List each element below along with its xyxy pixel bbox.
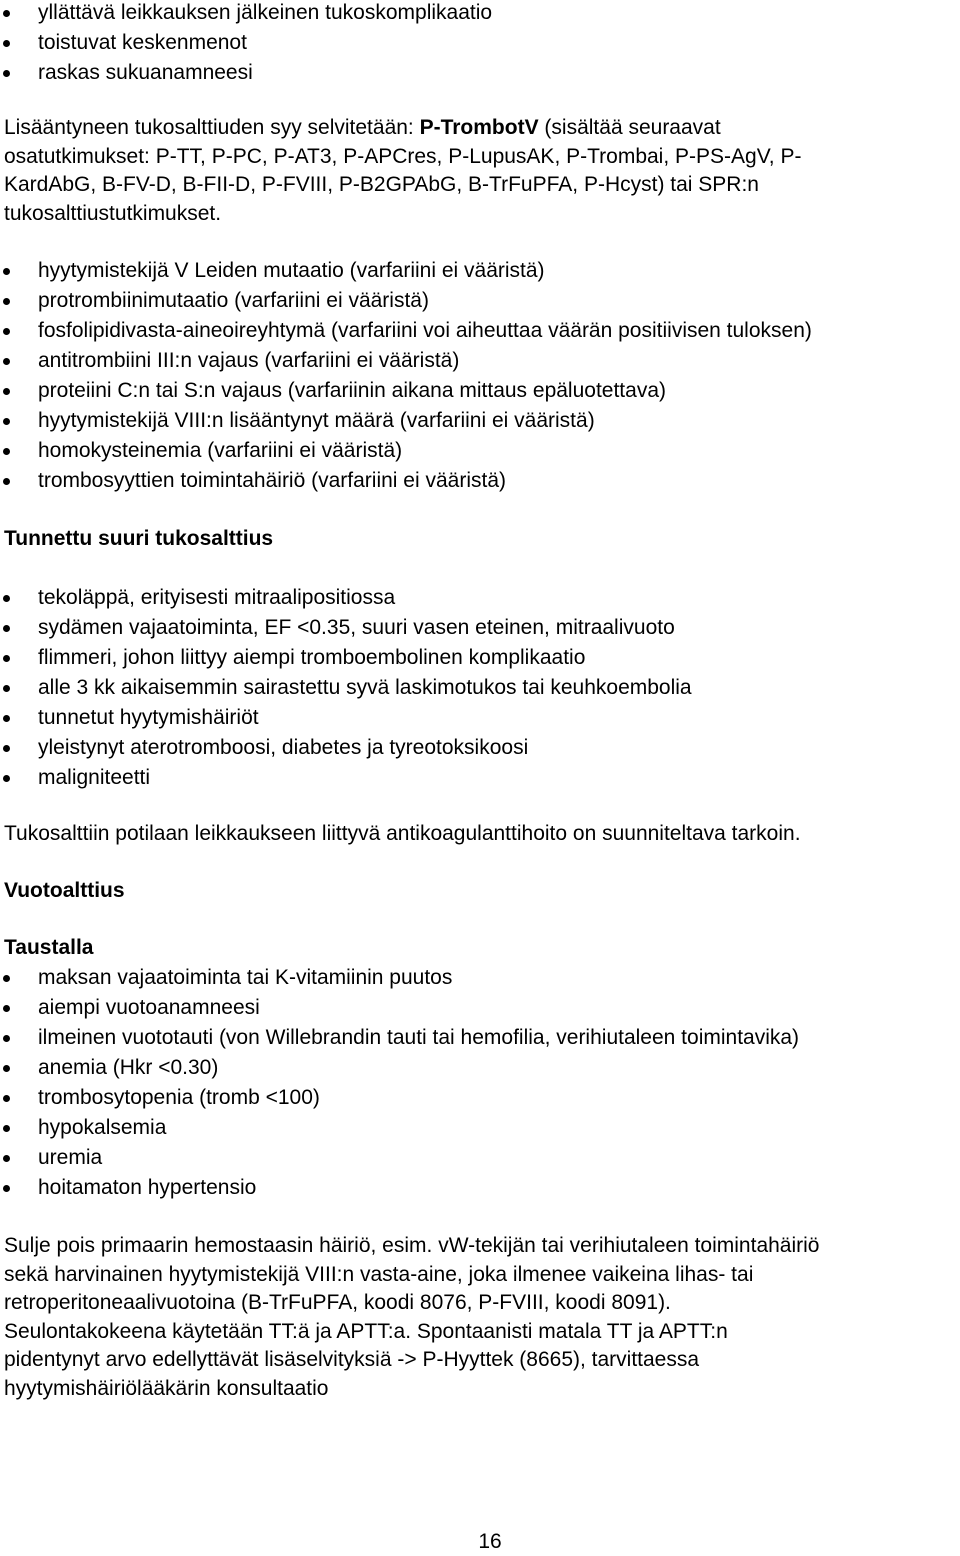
list-item: tekoläppä, erityisesti mitraalipositiossa	[0, 583, 960, 613]
list-item: maligniteetti	[0, 763, 960, 793]
list-item: proteiini C:n tai S:n vajaus (varfariinin aikana mittaus epäluotettava)	[0, 376, 960, 406]
list-item: toistuvat keskenmenot	[0, 28, 960, 58]
list-item: alle 3 kk aikaisemmin sairastettu syvä laskimotukos tai keuhkoembolia	[0, 673, 960, 703]
paragraph-screening	[4, 1232, 960, 1403]
paragraph-line: KardAbG, B-FV-D, B-FII-D, P-FVIII, P-B2GPAbG, B-TrFuPFA, P-Hcyst) tai SPR:n	[4, 173, 759, 196]
paragraph-line: retroperitoneaalivuotoina (B-TrFuPFA, koodi 8076, P-FVIII, koodi 8091).	[4, 1291, 671, 1314]
list-item: hoitamaton hypertensio	[0, 1173, 960, 1203]
list-item: protrombiinimutaatio (varfariini ei vääristä)	[0, 286, 960, 316]
list-item: trombosyyttien toimintahäiriö (varfariini ei vääristä)	[0, 466, 960, 496]
list-item: uremia	[0, 1143, 960, 1173]
list-item: aiempi vuotoanamneesi	[0, 993, 960, 1023]
list-item: anemia (Hkr <0.30)	[0, 1053, 960, 1083]
page-number: 16	[478, 1530, 502, 1553]
list-item: raskas sukuanamneesi	[0, 58, 960, 88]
paragraph-plan	[4, 820, 960, 849]
test-name-bold: P-TrombotV	[419, 116, 539, 139]
list-item: homokysteinemia (varfariini ei vääristä)	[0, 436, 960, 466]
heading-high-risk: Tunnettu suuri tukosalttius	[4, 527, 274, 550]
paragraph-line: Seulontakokeena käytetään TT:ä ja APTT:a. Spontaanisti matala TT ja APTT:n	[4, 1319, 728, 1343]
list-item: fosfolipidivasta-aineoireyhtymä (varfariini voi aiheuttaa väärän positiivisen tuloksen)	[0, 316, 960, 346]
list-item: sydämen vajaatoiminta, EF <0.35, suuri vasen eteinen, mitraalivuoto	[0, 613, 960, 643]
paragraph-line: Lisääntyneen tukosalttiuden syy selvitetään: P-TrombotV (sisältää seuraavat	[4, 116, 721, 139]
paragraph-line: pidentynyt arvo edellyttävät lisäselvityksiä -> P-Hyyttek (8665), tarvittaessa	[4, 1348, 700, 1371]
paragraph-line: Sulje pois primaarin hemostaasin häiriö, esim. vW-tekijän tai verihiutaleen toimintahäiriö	[4, 1234, 820, 1257]
paragraph-line: Tukosalttiin potilaan leikkaukseen liittyvä antikoagulanttihoito on suunniteltava tarkoin.	[4, 822, 801, 845]
heading-bleeding: Vuotoalttius	[4, 879, 125, 902]
paragraph-line: hyytymishäiriölääkärin konsultaatio	[4, 1376, 329, 1400]
heading-background: Taustalla	[4, 936, 94, 959]
list-item: hyytymistekijä V Leiden mutaatio (varfariini ei vääristä)	[0, 256, 960, 286]
list-item: tunnetut hyytymishäiriöt	[0, 703, 960, 733]
list-item: hypokalsemia	[0, 1113, 960, 1143]
list-background	[0, 963, 960, 1203]
list-item: yleistynyt aterotromboosi, diabetes ja tyreotoksikoosi	[0, 733, 960, 763]
list-item: hyytymistekijä VIII:n lisääntynyt määrä (varfariini ei vääristä)	[0, 406, 960, 436]
list-top-risk	[0, 0, 960, 88]
paragraph-line: sekä harvinainen hyytymistekijä VIII:n vasta-aine, joka ilmenee vaikeina lihas- tai	[4, 1262, 754, 1286]
list-item: trombosytopenia (tromb <100)	[0, 1083, 960, 1113]
list-item: maksan vajaatoiminta tai K-vitamiinin puutos	[0, 963, 960, 993]
list-item: yllättävä leikkauksen jälkeinen tukoskomplikaatio	[0, 0, 960, 28]
list-item: ilmeinen vuototauti (von Willebrandin tauti tai hemofilia, verihiutaleen toimintavika)	[0, 1023, 960, 1053]
list-high-risk	[0, 583, 960, 793]
list-item: antitrombiini III:n vajaus (varfariini ei vääristä)	[0, 346, 960, 376]
paragraph-line: tukosalttiustutkimukset.	[4, 201, 222, 225]
paragraph-investigation	[4, 114, 960, 228]
paragraph-line: osatutkimukset: P-TT, P-PC, P-AT3, P-APCres, P-LupusAK, P-Trombai, P-PS-AgV, P-	[4, 144, 802, 168]
list-item: flimmeri, johon liittyy aiempi tromboembolinen komplikaatio	[0, 643, 960, 673]
list-tests	[0, 256, 960, 496]
